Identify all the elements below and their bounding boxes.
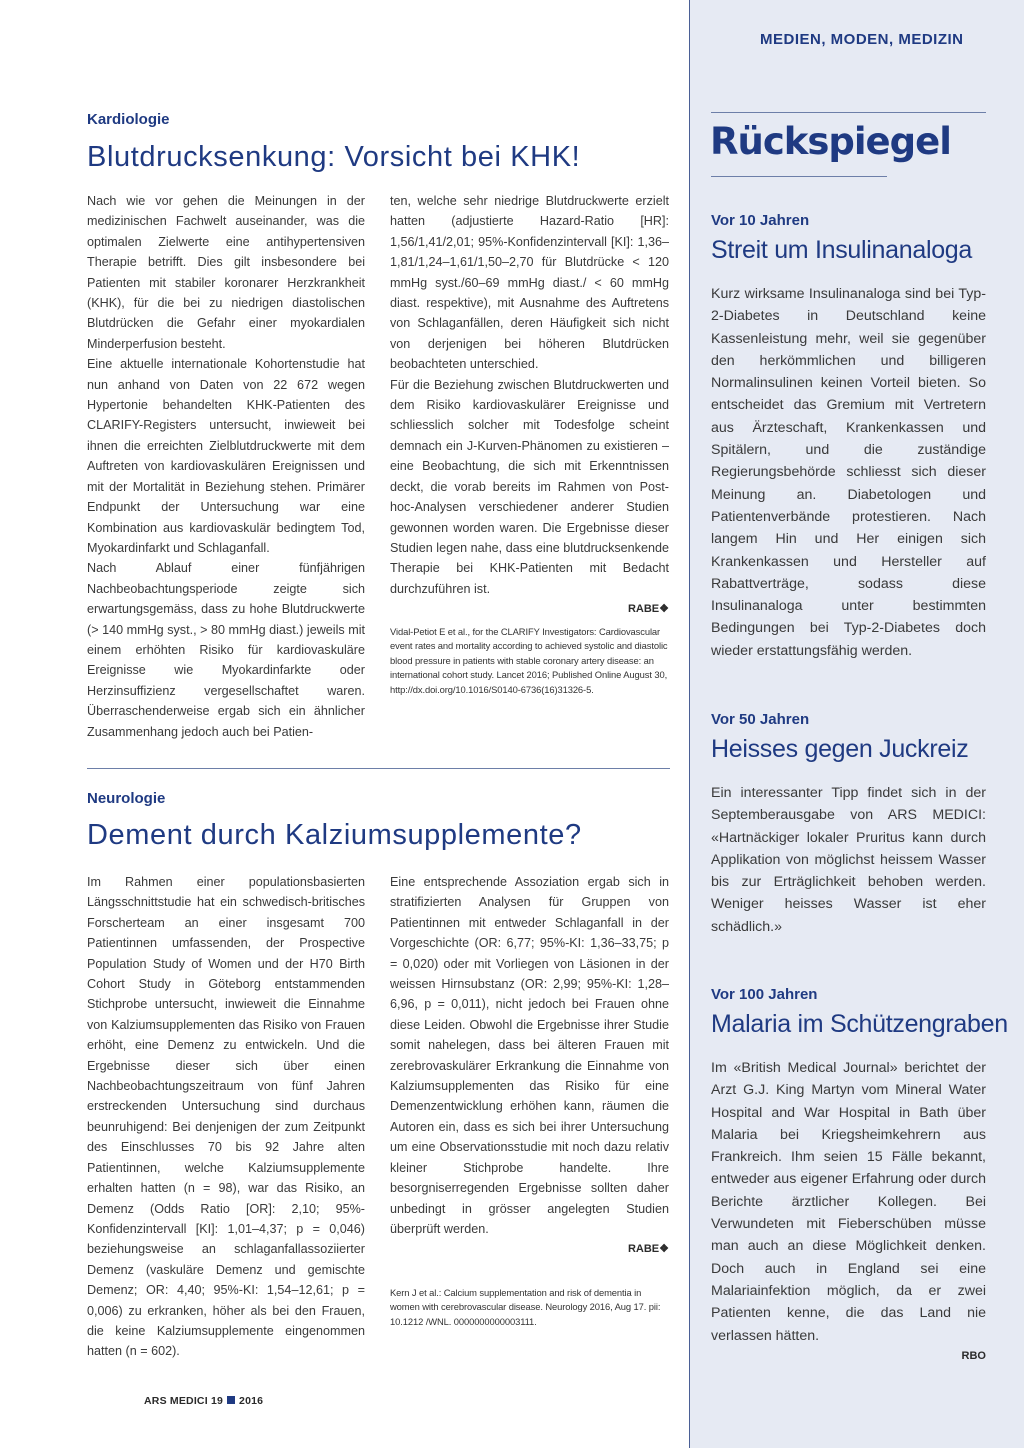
article2-title: Dement durch Kalziumsupplemente? [87,819,582,851]
sidebar-item-kicker: Vor 100 Jahren [711,986,818,1003]
sidebar-item-kicker: Vor 50 Jahren [711,711,810,728]
article2-reference: Kern J et al.: Calcium supplementation and risk of dementia in women with cerebrovascular disease. Neurology 2016, Aug 17. pii: 10.1212 /WNL. 0000000000003111. [390,1287,661,1327]
article1-paragraph: Eine aktuelle internationale Kohortenstudie hat nun anhand von Daten von 22 672 wegen Hypertonie behandelten KHK-Patienten des CLARIFY-Registers untersucht, inwieweit bei ihnen die erreichten Zielblutdruckwerte mit dem Auftreten von kardiovaskulären Ereignissen und mit der Mortalität in Beziehung stehen. Primärer Endpunkt der Untersuchung war eine Kombination aus kardiovaskulär bedingtem Tod, Myokardinfarkt und Schlaganfall. [87,357,365,555]
footer-year: 2016 [239,1395,264,1407]
article2-paragraph: Im Rahmen einer populationsbasierten Längsschnittstudie hat ein schwedisch-britisches Forscherteam an einer insgesamt 700 Patientinnen umfassenden, der Prospective Population Study of Women und der H70 Birth Cohort Study in Göteborg entstammenden Stichprobe untersucht, inwieweit die Einnahme von Kalziumsupplementen das Risiko von Frauen erhöht, eine Demenz zu entwickeln. Und die Ergebnisse dieser sich über einen Nachbeobachtungszeitraum von fünf Jahren erstreckenden Untersuchung sind durchaus beunruhigend: Bei denjenigen der zum Zeitpunkt des Einschlusses 70 bis 92 Jahre alten Patientinnen, welche Kalziumsupplemente erhalten hatten (n = 98), war das Risiko, an Demenz (Odds Ratio [OR]: 2,10; 95%-Konfidenzintervall [KI]: 1,01–4,37; p = 0,046) beziehungsweise an schlaganfallassoziierter Demenz (vaskuläre Demenz und gemischte Demenz; OR: 4,40; 95%-KI: 1,54–12,61; p = 0,006) zu erkranken, höher als bei den Frauen, die keine Kalziumsupplemente eingenommen hatten (n = 602). [87,875,365,1359]
sidebar-item-text [711,1057,986,1365]
square-icon [227,1396,235,1404]
sidebar-signature: RBO [961,1349,986,1362]
article2-column-2 [390,872,669,1260]
article1-title: Blutdrucksenkung: Vorsicht bei KHK! [87,141,581,173]
article1-reference: Vidal-Petiot E et al., for the CLARIFY Investigators: Cardiovascular event rates and mortality according to achieved systolic and diastolic blood pressure in patients with stable coronary artery disease: an international cohort study. Lancet 2016; Published Online August 30, http://dx.doi.org/10.1016/S0140-6736(16)31326-5. [390,626,668,695]
sidebar-item-body: Im «British Medical Journal» berichtet der Arzt G.J. King Martyn vom Mineral Water Hospital and War Hospital in Bath über Malaria bei Kriegsheimkehrern aus Frankreich. Ihm seien 15 Fälle bekannt, entweder aus eigener Erfahrung oder durch Berichte ärztlicher Kollegen. Bei Verwundeten mit Fieberschüben müsse man auch an diese Möglichkeit denken. Doch auch in England sei eine Malariainfektion möglich, da er zwei Patienten kenne, die das Land nie verlassen hätten. [711,1060,986,1344]
sidebar-item-kicker: Vor 10 Jahren [711,212,810,229]
article1-signature: RABE❖ [627,603,669,616]
article2-kicker: Neurologie [87,790,166,807]
sidebar-item-text: Kurz wirksame Insulinanaloga sind bei Typ-2-Diabetes in Deutschland keine Kassenleistung mehr, weil sie gegenüber den herkömmlichen und billigeren Normalinsulinen keinen Vorteil bieten. So entscheidet das Gremium mit Vertretern aus Ärzteschaft, Krankenkassen und Spitälern, und die zuständige Regierungsbehörde schliesst sich dieser Meinung an. Diabetologen und Patientenverbände protestieren. Nach langem Hin und Her einigen sich Krankenkassen und Hersteller auf Rabattverträge, sodass diese Insulinanaloga unter bestimmten Bedingungen bei Typ-2-Diabetes doch wieder erstattungsfähig werden. [711,286,986,659]
article2-paragraph: Eine entsprechende Assoziation ergab sich in stratifizierten Analysen für Gruppen von Patientinnen mit entweder Schlaganfall in der Vorgeschichte (OR: 6,77; 95%-KI: 1,36–33,75; p = 0,020) oder mit Vorliegen von Läsionen in der weissen Hirnsubstanz (OR: 2,99; 95%-KI: 1,28–6,96, p = 0,011), nicht jedoch bei Frauen ohne diese Leiden. Obwohl die Ergebnisse ihrer Studie somit nahelegen, dass bei älteren Frauen mit zerebrovaskulärer Erkrankung die Einnahme von Kalziumsupplementen das Risiko für eine Demenzentwicklung erhöhen kann, räumen die Autoren ein, dass es sich bei ihrer Untersuchung um eine Observationsstudie mit noch dazu relativ kleiner Stichprobe handelte. Ihre besorgniserregenden Ergebnisse sollten daher unbedingt in grösser angelegten Studien überprüft werden. [390,875,669,1236]
article1-paragraph: Nach Ablauf einer fünfjährigen Nachbeobachtungsperiode zeigte sich erwartungsgemäss, dass zu hohe Blutdruckwerte (> 140 mmHg syst., > 80 mmHg diast.) jeweils mit einem erhöhten Risiko für kardiovaskuläre Ereignisse wie Myokardinfarkte oder Herzinsuffizienz vergesellschaftet waren. Überraschenderweise ergab sich ein ähnlicher Zusammenhang jedoch auch bei Patien- [87,561,365,739]
article1-column-2 [390,191,669,620]
section-header: MEDIEN, MODEN, MEDIZIN [760,31,964,48]
sidebar-item-headline: Malaria im Schützengraben [711,1010,1008,1038]
sidebar-title: Rückspiegel [710,120,951,163]
sidebar-item-headline: Heisses gegen Juckreiz [711,735,969,763]
sidebar-item-text: Ein interessanter Tipp findet sich in der Septemberausgabe von ARS MEDICI: «Hartnäckiger lokaler Pruritus kann durch Applikation von möglichst heissem Wasser bis zur Erträglichkeit behoben werden. Weniger heisses Wasser ist eher schädlich.» [711,785,986,935]
article1-column-1 [87,191,365,742]
sidebar-top-rule [711,112,986,113]
article1-paragraph: ten, welche sehr niedrige Blutdruckwerte erzielt hatten (adjustierte Hazard-Ratio [HR]: 1,56/1,41/2,01; 95%-Konfidenzintervall [KI]: 1,36–1,81/1,24–1,61/1,50–2,70 für Blutdrücke < 120 mmHg syst./60–69 mmHg diast./ < 60 mmHg diast. respektive), mit Ausnahme des Auftretens von Schlaganfällen, deren Häufigkeit sich nicht von derjenigen bei höheren Blutdrücken beobachteten unterschied. [390,194,669,372]
sidebar-title-rule [711,176,887,177]
article2-signature: RABE❖ [627,1243,669,1256]
sidebar-item-headline: Streit um Insulinanaloga [711,236,973,264]
page-footer [144,1395,263,1407]
article2-column-1 [87,872,365,1362]
footer-journal: ARS MEDICI 19 [144,1395,224,1407]
article1-paragraph: Für die Beziehung zwischen Blutdruckwerten und dem Risiko kardiovaskulärer Ereignisse und schliesslich solcher mit Todesfolge scheint demnach ein J-Kurven-Phänomen zu existieren – eine Beobachtung, die sich mit Erkenntnissen deckt, die vorab bereits im Rahmen von Post-hoc-Analysen verschiedener anderer Studien gewonnen worden waren. Die Ergebnisse dieser Studien legen nahe, dass eine blutdrucksenkende Therapie bei KHK-Patienten mit Bedacht durchzuführen ist. [390,377,669,596]
article1-paragraph: Nach wie vor gehen die Meinungen in der medizinischen Fachwelt auseinander, was die optimalen Zielwerte eine antihypertensiven Therapie betrifft. Dies gilt insbesondere bei Patienten mit stabiler koronarer Herzkrankheit (KHK), für die bei zu niedrigen diastolischen Blutdrücken die Gefahr einer myokardialen Minderperfusion besteht. [87,194,365,351]
article1-kicker: Kardiologie [87,111,170,128]
article-divider [87,768,670,769]
